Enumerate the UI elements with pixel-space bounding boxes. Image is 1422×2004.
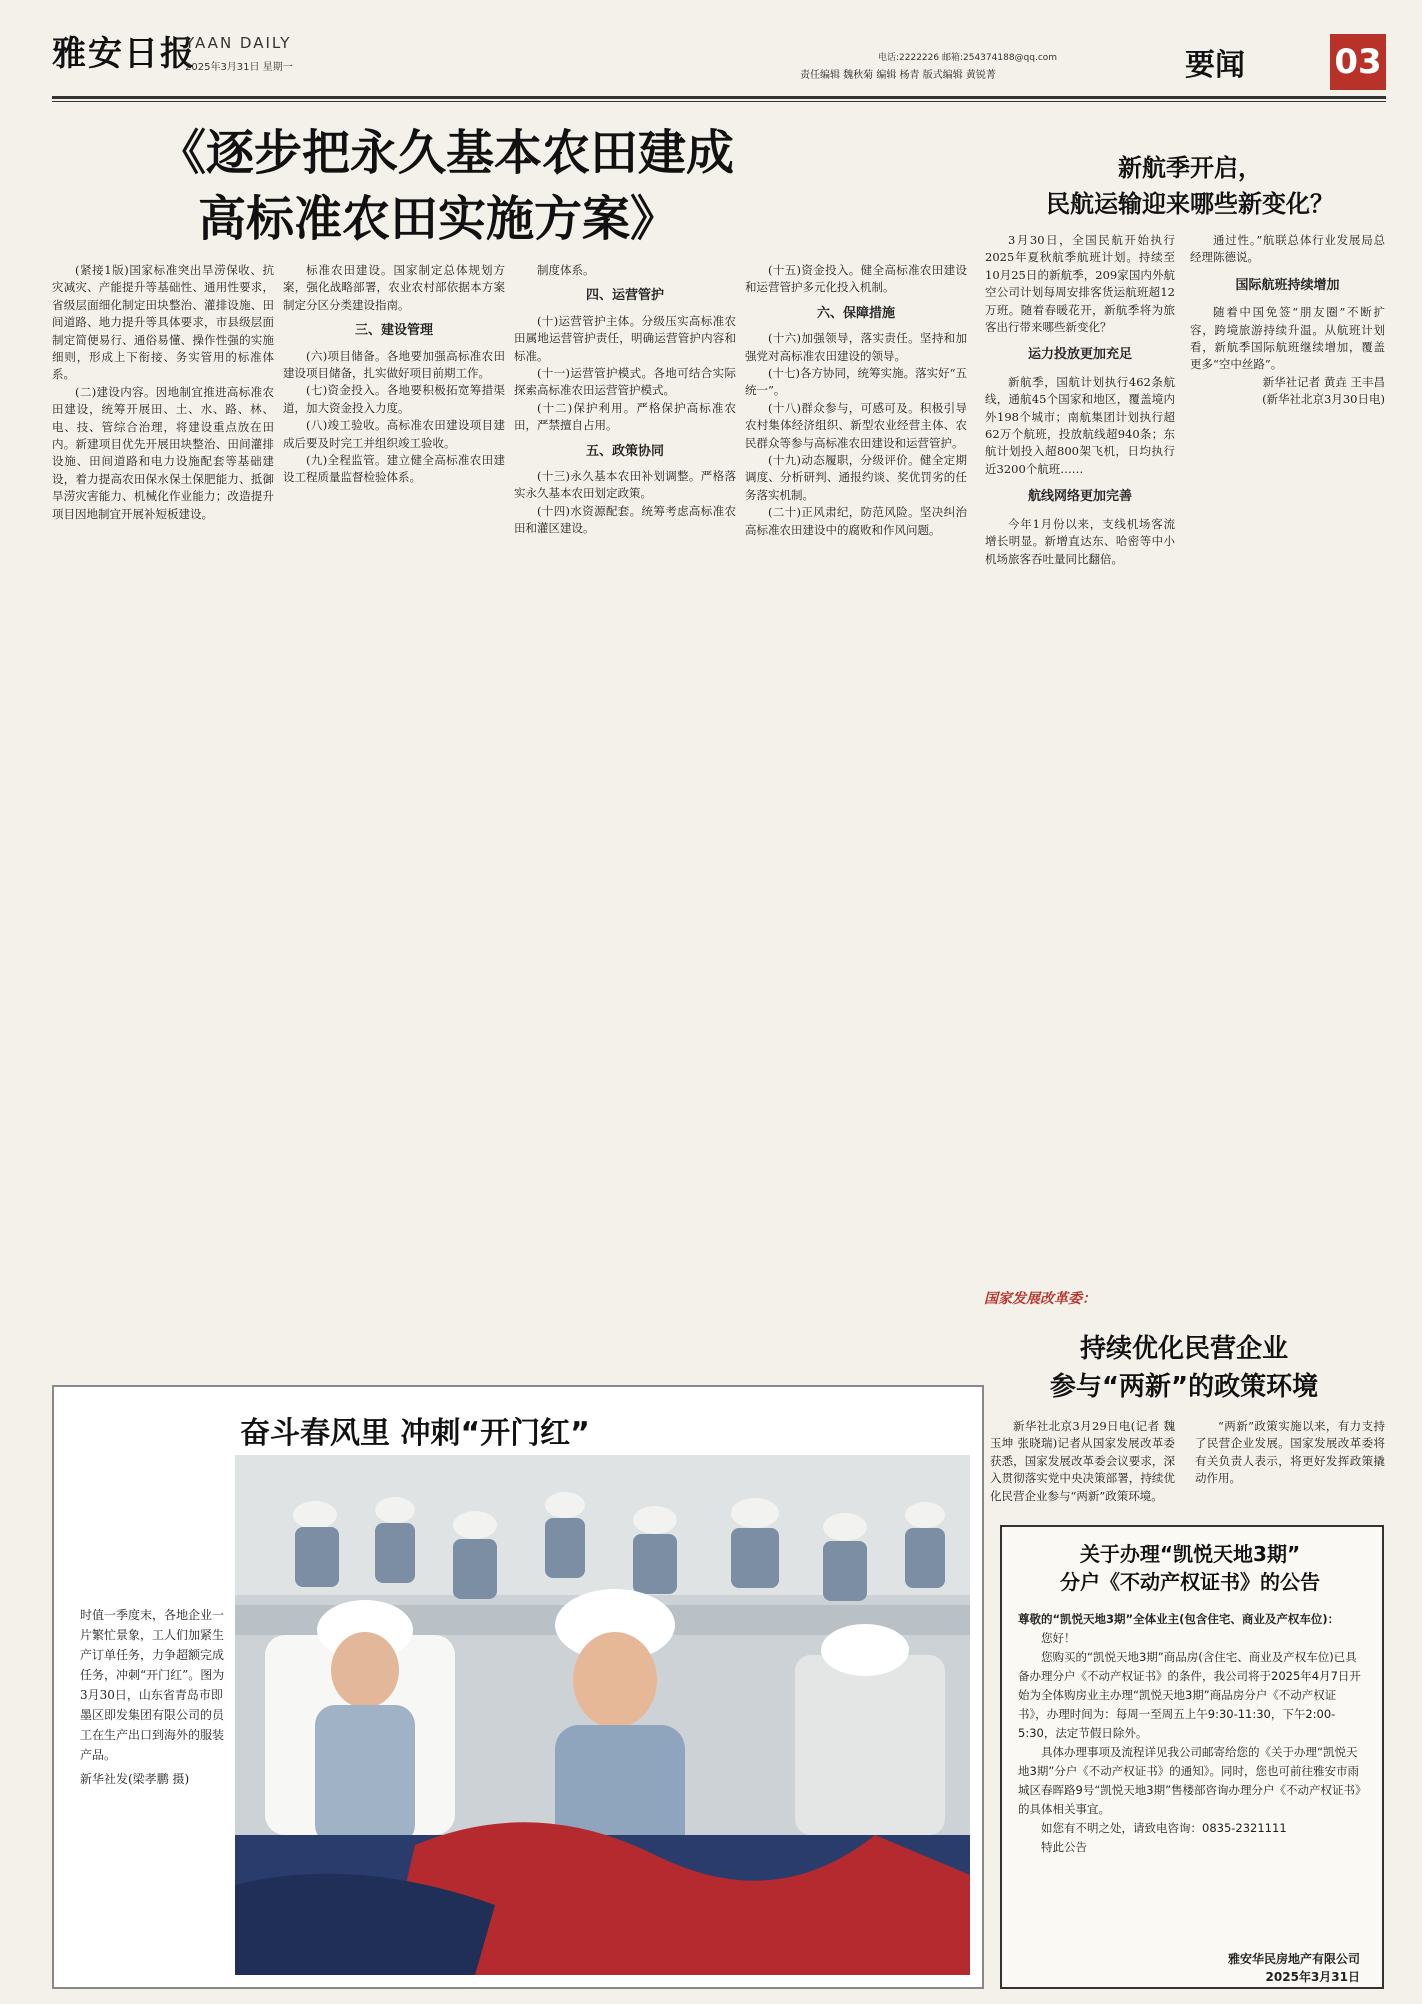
paragraph: (十九)动态履职，分级评价。健全定期调度、分析研判、通报约谈、奖优罚劣的任务落实机制。 xyxy=(745,453,967,502)
photo-caption xyxy=(80,1605,230,1789)
article3-column-2 xyxy=(1195,1418,1385,1518)
paragraph: (十一)运营管护模式。各地可结合实际探索高标准农田运营管护模式。 xyxy=(514,366,736,398)
section-name: 要闻 xyxy=(1185,48,1245,83)
header-divider xyxy=(52,96,1386,99)
paragraph: (六)项目储备。各地要加强高标准农田建设项目储备，扎实做好项目前期工作。 xyxy=(283,348,505,381)
notice-greeting: 您好！ xyxy=(1041,1631,1076,1645)
paragraph: 通过性。”航联总体行业发展局总经理陈德说。 xyxy=(1190,233,1385,265)
article2-headline xyxy=(1010,150,1370,222)
newspaper-logo: 雅安日报 xyxy=(52,34,196,74)
section-heading: 六、保障措施 xyxy=(816,305,895,321)
article2-column-2 xyxy=(1190,232,1385,1267)
subheading: 运力投放更加充足 xyxy=(1027,347,1132,363)
paragraph: (十二)保护利用。严格保护高标准农田，严禁擅自占用。 xyxy=(514,400,736,433)
paragraph: (七)资金投入。各地要积极拓宽筹措渠道，加大资金投入力度。 xyxy=(283,383,505,415)
main-headline xyxy=(158,120,858,252)
section-heading: 四、运营管护 xyxy=(585,288,664,304)
notice-salutation: 尊敬的“凯悦天地3期”全体业主(包含住宅、商业及产权车位)： xyxy=(1018,1612,1340,1626)
paragraph: “两新”政策实施以来，有力支持了民营企业发展。国家发展改革委将有关负责人表示，将更好发挥政策撬动作用。 xyxy=(1195,1419,1385,1486)
paragraph: (十八)群众参与，可感可及。积极引导农村集体经济组织、新型农业经营主体、农民群众等参与高标准农田建设和运营管护。 xyxy=(745,400,967,450)
paragraph: 3月30日，全国民航开始执行2025年夏秋航季航班计划。持续至10月25日的新航季，209家国内外航空公司计划每周安排客货运航班超12万班。随着春暖花开，新航季将为旅客出行带来哪些新变化？ xyxy=(985,233,1175,335)
headline-line-2: 高标准农田实施方案》 xyxy=(198,191,679,247)
paragraph: (紧接1版)国家标准突出旱涝保收、抗灾减灾、产能提升等基础性、通用性要求，省级层面细化制定田块整治、灌排设施、田间道路、地力提升等具体要求，市县级层面制定简便易行、通俗易懂、操作性强的实施细则，形成上下衔接、务实管用的标准体系。 xyxy=(52,263,274,382)
notice-paragraph: 具体办理事项及流程详见我公司邮寄给您的《关于办理“凯悦天地3期”分户《不动产权证书》的通知》。同时，您也可前往雅安市雨城区春晖路9号“凯悦天地3期”售楼部咨询办理分户《不动产权证书》的具体相关事宜。 xyxy=(1018,1745,1361,1816)
article1-column-2 xyxy=(283,262,505,1362)
paragraph: (十六)加强领导，落实责任。坚持和加强党对高标准农田建设的领导。 xyxy=(745,331,967,363)
subheading: 航线网络更加完善 xyxy=(1027,489,1132,505)
notice-company: 雅安华民房地产有限公司 xyxy=(1227,1952,1360,1966)
article1-column-4 xyxy=(745,262,967,1362)
paragraph: (二十)正风肃纪，防范风险。坚决纠治高标准农田建设中的腐败和作风问题。 xyxy=(745,505,967,537)
notice-body xyxy=(1018,1610,1363,1857)
paragraph: 随着中国免签“朋友圈”不断扩容，跨境旅游持续升温。从航班计划看，新航季国际航班继续增加，覆盖更多“空中丝路”。 xyxy=(1190,305,1385,372)
headline-line-1: 新航季开启， xyxy=(1118,154,1262,182)
article1-column-3 xyxy=(514,262,736,1362)
paragraph: (二)建设内容。因地制宜推进高标准农田建设，统筹开展田、土、水、路、林、电、技、管综合治理，将建设重点放在田内。新建项目优先开展田块整治、田间灌排设施、田间道路和电力设施配套等基础建设，着力提高农田保水保土保肥能力、抵御旱涝灾害能力、机械化作业能力；改造提升项目因地制宜开展补短板建设。 xyxy=(52,384,274,521)
article3-kicker: 国家发展改革委： xyxy=(984,1291,1096,1307)
page-number: 03 xyxy=(1334,42,1382,82)
caption-text: 时值一季度末，各地企业一片繁忙景象，工人们加紧生产订单任务，力争超额完成任务，冲刺“开门红”。图为3月30日，山东省青岛市即墨区即发集团有限公司的员工在生产出口到海外的服装产品。 xyxy=(80,1608,225,1762)
article3-headline xyxy=(984,1330,1384,1406)
section-heading: 三、建设管理 xyxy=(354,323,433,339)
paragraph: (八)竣工验收。高标准农田建设项目建成后要及时完工并组织竣工验收。 xyxy=(283,418,505,450)
notice-title-line-1: 关于办理“凯悦天地3期” xyxy=(1079,1542,1301,1566)
paragraph: (十三)永久基本农田补划调整。严格落实永久基本农田划定政策。 xyxy=(514,469,736,501)
paragraph: (十)运营管护主体。分级压实高标准农田属地运营管护责任，明确运营管护内容和标准。 xyxy=(514,313,736,363)
photo-feature-title: 奋斗春风里 冲刺“开门红” xyxy=(240,1416,590,1451)
paragraph: 新航季，国航计划执行462条航线，通航45个国家和地区，覆盖境内外198个城市；南航集团计划执行超62万个航班，投放航线超940条；东航计划投入超800架飞机，日均执行近3200个航班…… xyxy=(985,374,1175,476)
headline-line-1: 持续优化民营企业 xyxy=(1079,1334,1288,1364)
paragraph: 新华社北京3月29日电(记者 魏玉坤 张晓瑞)记者从国家发展改革委获悉，国家发展改革委会议要求，深入贯彻落实党中央决策部署，持续优化民营企业参与“两新”政策环境。 xyxy=(990,1419,1175,1503)
header-divider-thin xyxy=(52,101,1386,102)
headline-line-1: 《逐步把永久基本农田建成 xyxy=(158,125,735,181)
article2-column-1 xyxy=(985,232,1175,1267)
notice-hotline: 如您有不明之处，请致电咨询：0835-2321111 xyxy=(1041,1821,1287,1835)
contact-info: 电话:2222226 邮箱:254374188@qq.com xyxy=(878,53,1058,63)
editor-credits: 责任编辑 魏秋菊 编辑 杨青 版式编辑 黄锐菁 xyxy=(800,70,996,81)
paragraph: 标准农田建设。国家制定总体规划方案，强化战略部署，农业农村部依据本方案制定分区分类建设指南。 xyxy=(283,263,505,312)
page-number-badge xyxy=(1330,34,1386,90)
notice-closing: 特此公告 xyxy=(1041,1840,1087,1854)
paragraph: 制度体系。 xyxy=(537,263,595,277)
photo-credit: 新华社发(梁孝鹏 摄) xyxy=(80,1772,190,1786)
headline-line-2: 参与“两新”的政策环境 xyxy=(1049,1372,1319,1402)
article3-column-1 xyxy=(990,1418,1175,1518)
headline-line-2: 民航运输迎来哪些新变化？ xyxy=(1046,190,1334,218)
paragraph: (十五)资金投入。健全高标准农田建设和运营管护多元化投入机制。 xyxy=(745,263,967,295)
subheading: 国际航班持续增加 xyxy=(1235,277,1340,293)
notice-date: 2025年3月31日 xyxy=(1265,1970,1360,1984)
paragraph: (十四)水资源配套。统筹考虑高标准农田和灌区建设。 xyxy=(514,503,736,536)
byline: 新华社记者 黄垚 王丰昌 (新华社北京3月30日电) xyxy=(1262,374,1385,407)
notice-title-line-2: 分户《不动产权证书》的公告 xyxy=(1060,1570,1320,1594)
paragraph: (九)全程监管。建立健全高标准农田建设工程质量监督检验体系。 xyxy=(283,453,505,485)
paragraph: (十七)各方协同，统筹实施。落实好“五统一”。 xyxy=(745,366,967,398)
article1-column-1 xyxy=(52,262,274,1362)
factory-workers-photo xyxy=(235,1455,970,1975)
issue-date: 2025年3月31日 星期一 xyxy=(185,62,293,73)
section-heading: 五、政策协同 xyxy=(585,443,664,459)
notice-signature xyxy=(1150,1950,1360,1986)
notice-paragraph: 您购买的“凯悦天地3期”商品房(含住宅、商业及产权车位)已具备办理分户《不动产权证书》的条件，我公司将于2025年4月7日开始为全体购房业主办理“凯悦天地3期”商品房分户《不动产权证书》，办理时间为：每周一至周五上午9:30-11:30，下午2:00-5:30，法定节假日除外。 xyxy=(1018,1650,1361,1740)
notice-title xyxy=(1010,1540,1370,1596)
paragraph: 今年1月份以来，支线机场客流增长明显。新增直达东、哈密等中小机场旅客吞吐量同比翻倍。 xyxy=(985,516,1175,566)
english-name: YAAN DAILY xyxy=(185,34,292,52)
